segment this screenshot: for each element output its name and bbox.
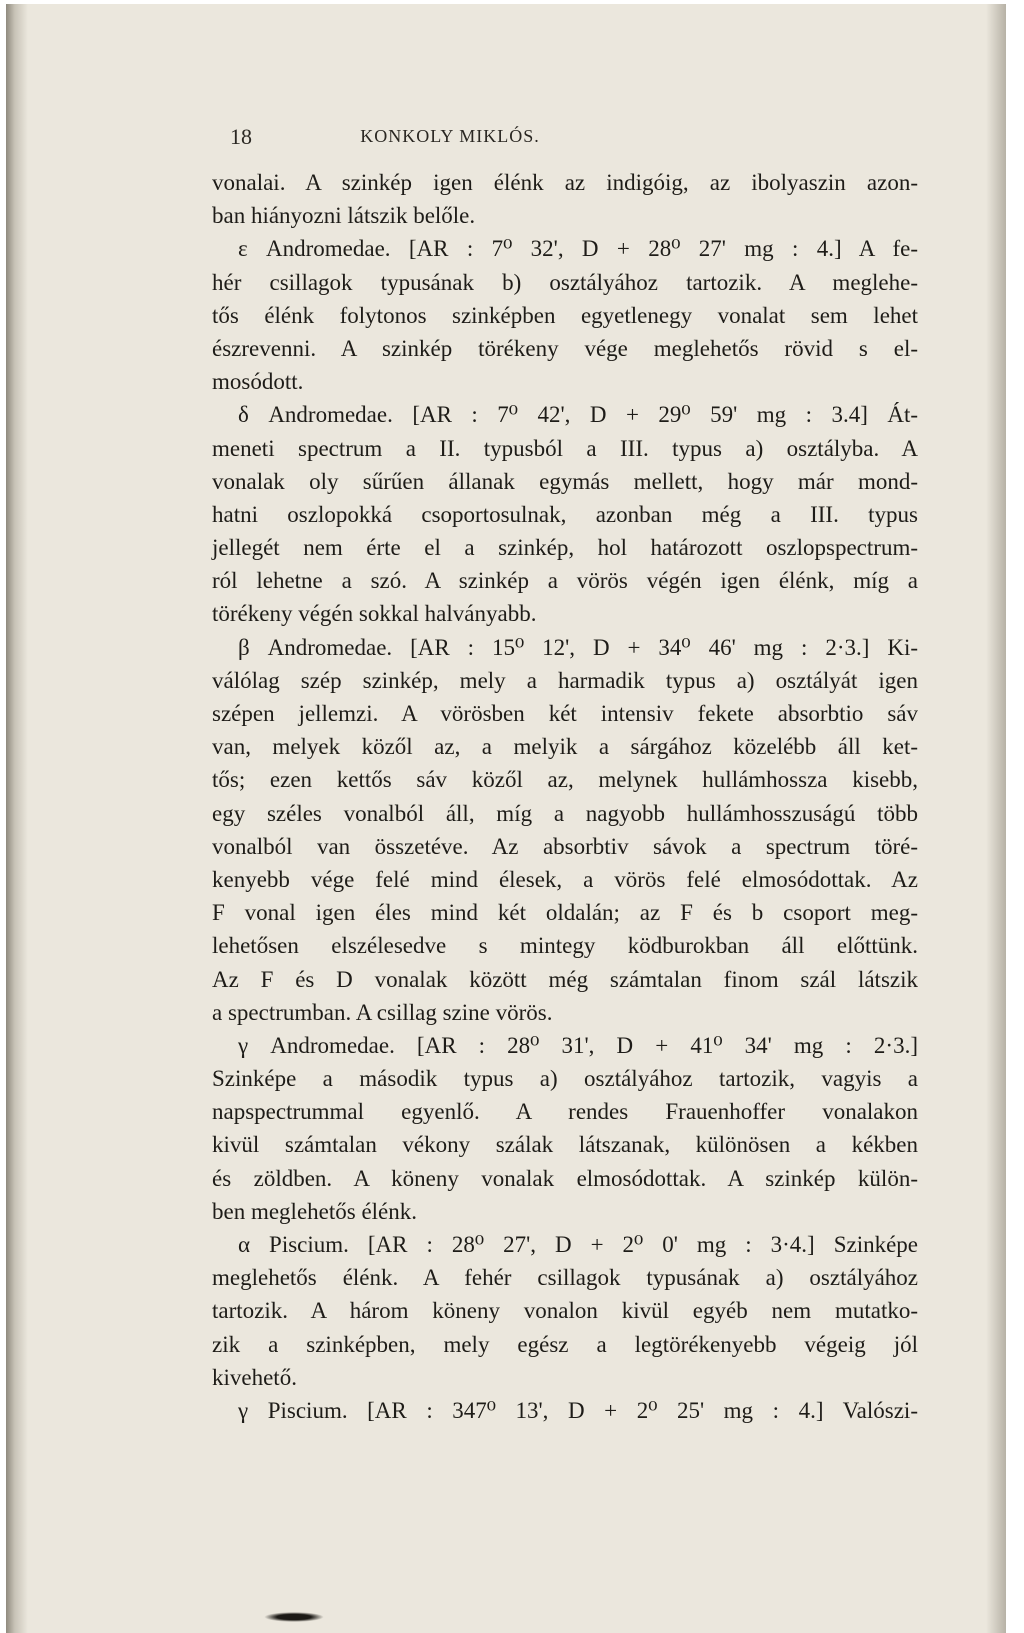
- text-line: δ Andromedae. [AR : 7⁰ 42', D + 29⁰ 59' mg : 3.4] Át-: [238, 402, 918, 428]
- text-line: egy széles vonalból áll, míg a nagyobb hullámhosszuságú több: [212, 800, 918, 826]
- text-line: tartozik. A három köneny vonalon kivül egyéb nem mutatko-: [212, 1298, 918, 1324]
- text-line: γ Piscium. [AR : 347⁰ 13', D + 2⁰ 25' mg : 4.] Valószi-: [238, 1397, 918, 1423]
- page-header: [230, 124, 670, 154]
- text-line: mosódott.: [212, 369, 304, 395]
- text-line: ben meglehetős élénk.: [212, 1198, 418, 1224]
- text-line: tős; ezen kettős sáv közől az, melynek hullámhossza kisebb,: [212, 767, 918, 793]
- ink-mark: [264, 1612, 324, 1622]
- text-line: napspectrummal egyenlő. A rendes Frauenhoffer vonalakon: [212, 1099, 918, 1125]
- text-line: törékeny végén sokkal halványabb.: [212, 601, 537, 627]
- text-line: γ Andromedae. [AR : 28⁰ 31', D + 41⁰ 34' mg : 2·3.]: [238, 1032, 918, 1058]
- text-line: β Andromedae. [AR : 15⁰ 12', D + 34⁰ 46' mg : 2·3.] Ki-: [238, 634, 918, 660]
- text-line: és zöldben. A köneny vonalak elmosódottak. A szinkép külön-: [212, 1165, 918, 1191]
- text-line: hér csillagok typusának b) osztályához tartozik. A meglehe-: [212, 269, 918, 295]
- text-line: zik a szinképben, mely egész a legtörékenyebb végeig jól: [212, 1331, 918, 1357]
- text-line: szépen jellemzi. A vörösben két intensiv fekete absorbtio sáv: [212, 701, 918, 726]
- text-line: vonalak oly sűrűen állanak egymás mellett, hogy már mond-: [212, 468, 918, 494]
- text-line: lehetősen elszélesedve s mintegy ködburokban áll előttünk.: [212, 933, 918, 959]
- text-line: a spectrumban. A csillag szine vörös.: [212, 999, 553, 1025]
- text-line: α Piscium. [AR : 28⁰ 27', D + 2⁰ 0' mg : 3·4.] Szinképe: [238, 1232, 918, 1257]
- text-line: Szinképe a második typus a) osztályához tartozik, vagyis a: [212, 1066, 918, 1092]
- body-text: [212, 166, 918, 1427]
- text-line: F vonal igen éles mind két oldalán; az F és b csoport meg-: [212, 900, 918, 926]
- scanned-page: [6, 4, 1006, 1633]
- text-line: vonalból van összetéve. Az absorbtiv sávok a spectrum töré-: [212, 833, 918, 859]
- text-line: meglehetős élénk. A fehér csillagok typusának a) osztályához: [212, 1265, 918, 1291]
- text-line: észrevenni. A szinkép törékeny vége meglehetős rövid s el-: [212, 335, 918, 361]
- text-line: Az F és D vonalak között még számtalan finom szál látszik: [212, 966, 918, 992]
- text-line: vonalai. A szinkép igen élénk az indigóig, az ibolyaszin azon-: [212, 170, 918, 195]
- page-number: 18: [230, 124, 252, 149]
- text-line: kivül számtalan vékony szálak látszanak, különösen a kékben: [212, 1132, 918, 1158]
- text-line: ban hiányozni látszik belőle.: [212, 203, 476, 229]
- text-line: kivehető.: [212, 1364, 297, 1390]
- text-line: válólag szép szinkép, mely a harmadik typus a) osztályát igen: [212, 667, 918, 693]
- running-head: KONKOLY MIKLÓS.: [360, 126, 540, 146]
- text-line: hatni oszlopokká csoportosulnak, azonban még a III. typus: [212, 501, 918, 527]
- text-line: van, melyek közől az, a melyik a sárgához közelébb áll ket-: [212, 734, 918, 760]
- text-line: tős élénk folytonos szinképben egyetlenegy vonalat sem lehet: [212, 302, 918, 328]
- text-line: ról lehetne a szó. A szinkép a vörös végén igen élénk, míg a: [212, 568, 918, 594]
- text-line: jellegét nem érte el a szinkép, hol határozott oszlopspectrum-: [212, 535, 918, 561]
- text-line: meneti spectrum a II. typusból a III. typus a) osztályba. A: [212, 435, 918, 461]
- text-line: kenyebb vége felé mind élesek, a vörös felé elmosódottak. Az: [212, 866, 918, 892]
- text-line: ε Andromedae. [AR : 7⁰ 32', D + 28⁰ 27' mg : 4.] A fe-: [238, 236, 918, 262]
